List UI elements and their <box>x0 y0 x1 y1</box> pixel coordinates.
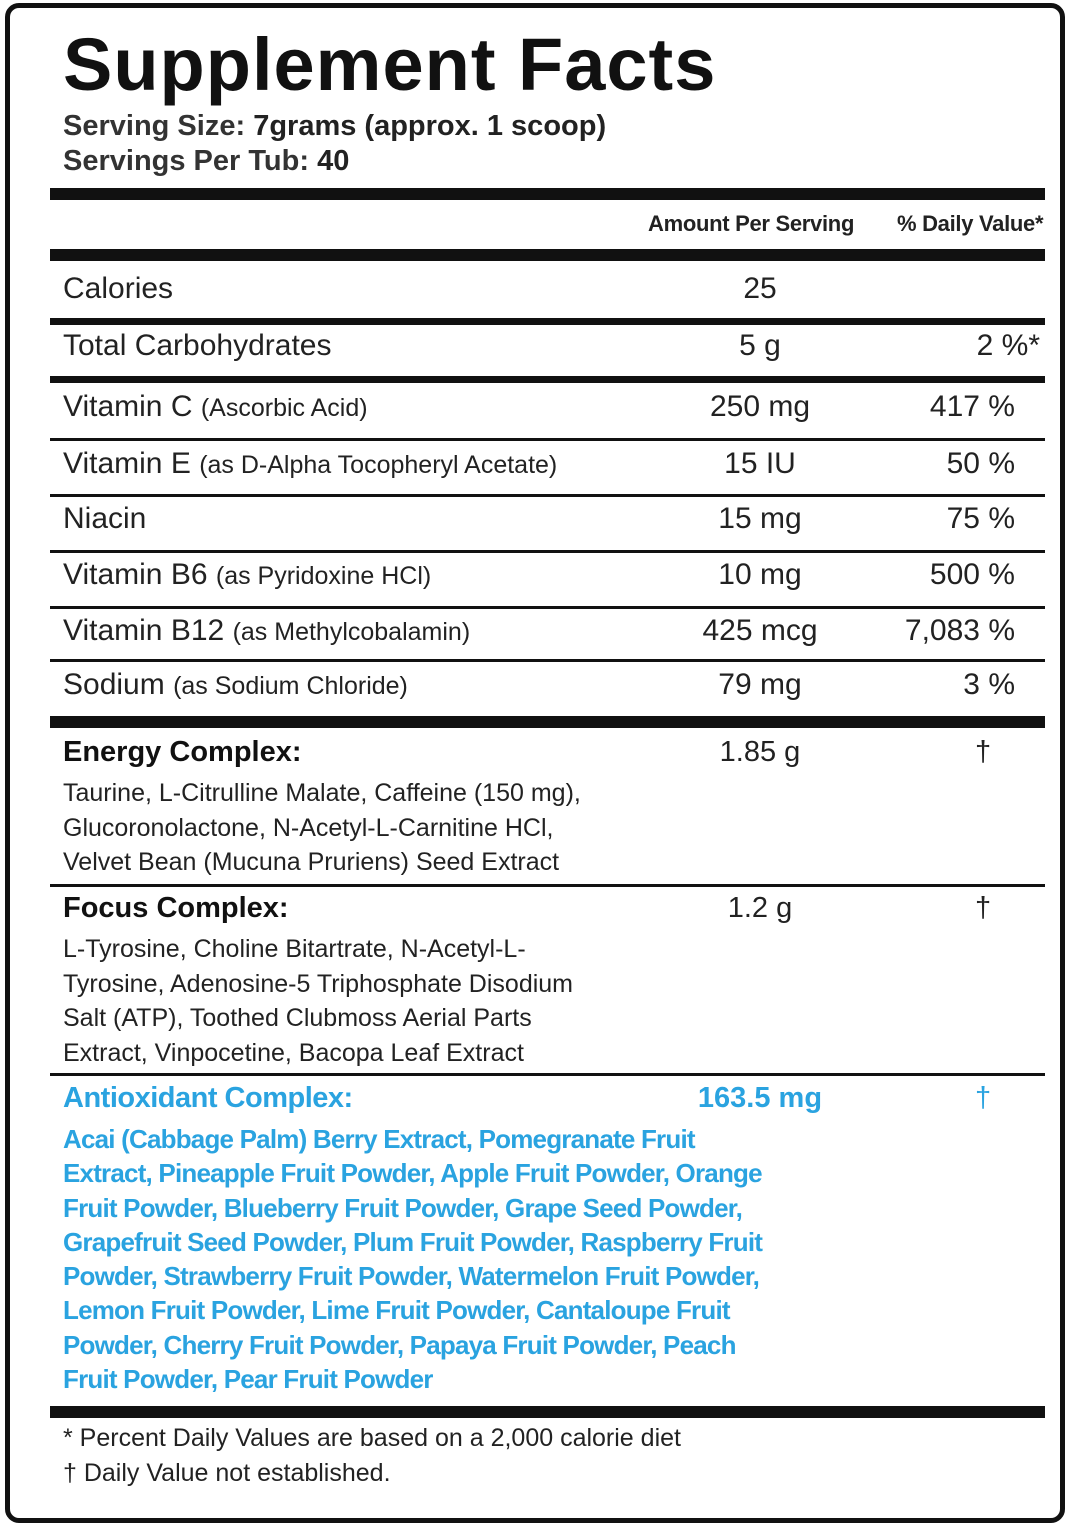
servings-per-tub <box>63 147 349 176</box>
nutrient-amount: 15 mg <box>718 502 802 535</box>
divider-row <box>50 1073 1045 1076</box>
complex-amount: 163.5 mg <box>697 1082 823 1114</box>
nutrient-amount: 79 mg <box>718 668 802 701</box>
footnote-not-established: † Daily Value not established. <box>63 1459 391 1487</box>
nutrient-amount: 250 mg <box>709 390 811 423</box>
header-amount-per-serving: Amount Per Serving <box>648 211 855 236</box>
divider-row <box>50 376 1045 383</box>
divider-header <box>50 249 1045 261</box>
complex-daily-value: † <box>975 892 992 924</box>
divider-row <box>50 494 1045 497</box>
nutrient-amount: 5 g <box>739 329 781 362</box>
complex-name: Antioxidant Complex: <box>63 1082 353 1114</box>
divider-row <box>50 318 1045 325</box>
complex-amount: 1.85 g <box>719 736 801 768</box>
nutrient-name: Total Carbohydrates <box>63 329 332 362</box>
serving-size-label: Serving Size: <box>63 110 246 142</box>
footnote-daily-values: * Percent Daily Values are based on a 2,000 calorie diet <box>63 1424 681 1452</box>
complex-daily-value: † <box>975 736 992 768</box>
nutrient-amount: 10 mg <box>718 558 802 591</box>
complex-name: Energy Complex: <box>63 736 302 768</box>
divider-top <box>50 188 1045 200</box>
serving-size <box>63 112 606 141</box>
nutrient-daily-value: 500 % <box>929 558 1015 591</box>
nutrient-name: Niacin <box>63 502 147 535</box>
nutrient-daily-value: 7,083 % <box>904 614 1015 647</box>
nutrient-daily-value: 3 % <box>963 668 1015 701</box>
divider-row <box>50 550 1045 553</box>
supplement-facts-panel <box>5 3 1065 1523</box>
nutrient-amount: 425 mcg <box>702 614 818 647</box>
divider-footer <box>50 1406 1045 1418</box>
nutrient-daily-value: 2 %* <box>976 329 1040 362</box>
complex-ingredients: Acai (Cabbage Palm) Berry Extract, Pomegranate Fruit Extract, Pineapple Fruit Powder, Apple Fruit Powder, Orange Fruit Powder, Blueberry Fruit Powder, Grape Seed Powder, Grapefruit Seed Powder, Plum Fruit Powder, Raspberry Fruit Powder, Strawberry Fruit Powder, Watermelon Fruit Powder, Lemon Fruit Powder, Lime Fruit Powder, Cantaloupe Fruit Powder, Cherry Fruit Powder, Papaya Fruit Powder, Peach Fruit Powder, Pear Fruit Powder <box>63 1124 763 1395</box>
nutrient-daily-value: 75 % <box>946 502 1015 535</box>
nutrient-amount: 25 <box>743 272 777 305</box>
nutrient-daily-value: 417 % <box>929 390 1015 423</box>
complex-amount: 1.2 g <box>727 892 793 924</box>
divider-row <box>50 438 1045 441</box>
panel-title: Supplement Facts <box>63 23 717 106</box>
divider-row <box>50 606 1045 609</box>
nutrient-name: Vitamin E (as D-Alpha Tocopheryl Acetate) <box>63 447 558 480</box>
nutrient-name: Sodium (as Sodium Chloride) <box>63 668 408 701</box>
divider-row <box>50 884 1045 887</box>
complex-ingredients: Taurine, L-Citrulline Malate, Caffeine (150 mg), Glucoronolactone, N-Acetyl-L-Carnitine HCl, Velvet Bean (Mucuna Pruriens) Seed Extract <box>63 779 581 876</box>
servings-per-tub-value: 40 <box>317 145 350 177</box>
complex-ingredients: L-Tyrosine, Choline Bitartrate, N-Acetyl-L- Tyrosine, Adenosine-5 Triphosphate Disodium Salt (ATP), Toothed Clubmoss Aerial Parts Extract, Vinpocetine, Bacopa Leaf Extract <box>63 935 574 1067</box>
serving-size-value: 7grams (approx. 1 scoop) <box>253 110 607 142</box>
divider-complexes <box>50 716 1045 728</box>
servings-per-tub-label: Servings Per Tub: <box>63 145 310 177</box>
complex-name: Focus Complex: <box>63 892 289 924</box>
divider-row <box>50 659 1045 662</box>
header-daily-value: % Daily Value* <box>897 211 1044 236</box>
nutrient-name: Vitamin C (Ascorbic Acid) <box>63 390 368 423</box>
nutrient-name: Vitamin B6 (as Pyridoxine HCl) <box>63 558 432 591</box>
complex-daily-value: † <box>975 1082 992 1114</box>
nutrient-amount: 15 IU <box>724 447 796 480</box>
nutrient-name: Calories <box>63 272 174 305</box>
nutrient-daily-value: 50 % <box>946 447 1015 480</box>
nutrient-name: Vitamin B12 (as Methylcobalamin) <box>63 614 471 647</box>
